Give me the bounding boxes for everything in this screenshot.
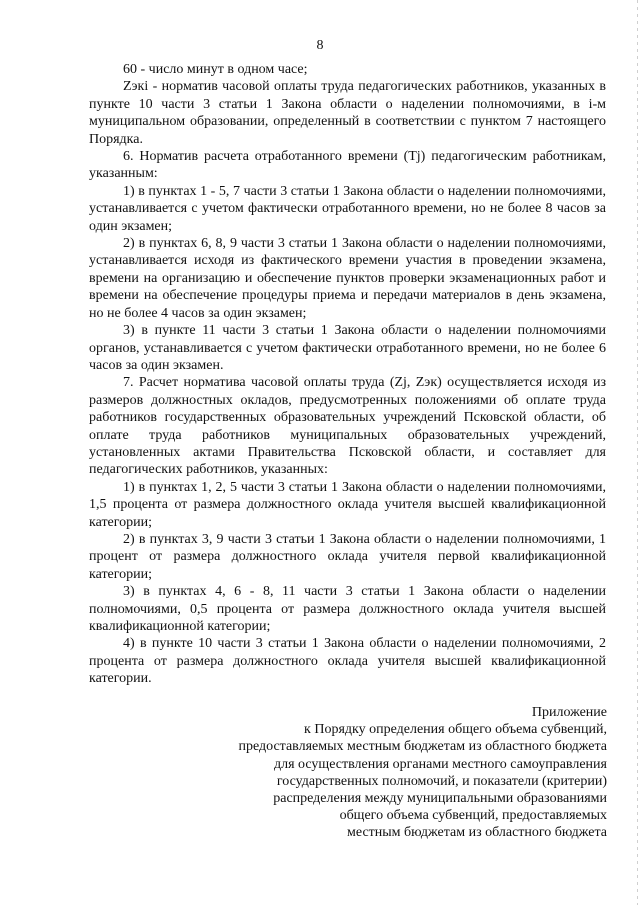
appendix-title: Приложение: [531, 705, 607, 720]
paragraph-section-7-item-2: 2) в пунктах 3, 9 части 3 статьи 1 Закона области о наделении полномочиями, 1 процент от размера должностного оклада учителя первой квалификационной категории;: [89, 531, 606, 582]
paragraph-section-7-item-3: 3) в пунктах 4, 6 - 8, 11 части 3 статьи 1 Закона области о наделении полномочиями, 0,5 процента от размера должностного оклада учителя высшей квалификационной категории;: [89, 584, 606, 634]
document-body: [89, 61, 606, 688]
paragraph-minutes-note: 60 - число минут в одном часе;: [123, 62, 308, 77]
paragraph-section-7-item-4: 4) в пункте 10 части 3 статьи 1 Закона области о наделении полномочиями, 2 процента от размера должностного оклада учителя высшей квалификационной категории.: [89, 636, 606, 687]
paragraph-section-6-item-3: 3) в пункте 11 части 3 статьи 1 Закона области о наделении полномочиями органов, устанавливается с учетом фактически отработанного времени, но не более 6 часов за один экзамен.: [89, 323, 606, 373]
scan-edge-artifact: [637, 0, 638, 905]
appendix-line: местным бюджетам из областного бюджета: [347, 825, 607, 841]
paragraph-section-7: 7. Расчет норматива часовой оплаты труда (Zj, Zэк) осуществляется исходя из размеров должностных окладов, предусмотренных положениями об оплате труда работников государственных образовательных учреждений Псковской области, об оплате труда работников муниципальных образовательных учреждений, установленных актами Правительства Псковской области, и составляет для педагогических работников, указанных:: [89, 375, 606, 478]
appendix-line: к Порядку определения общего объема субвенций,: [304, 722, 607, 738]
page-number: 8: [316, 38, 324, 53]
appendix-line: для осуществления органами местного самоуправления: [274, 756, 607, 772]
appendix-line: общего объема субвенций, предоставляемых: [339, 808, 607, 824]
appendix-lines: [187, 721, 607, 841]
paragraph-section-6: 6. Норматив расчета отработанного времени (Tj) педагогическим работникам, указанным:: [89, 149, 606, 182]
appendix-line: распределения между муниципальными образованиями: [273, 791, 607, 807]
appendix-line: предоставляемых местным бюджетам из областного бюджета: [238, 739, 607, 755]
paragraph-zeki-definition: Zэкi - норматив часовой оплаты труда педагогических работников, указанных в пункте 10 части 3 статьи 1 Закона области о наделении полномочиями, в i-м муниципальном образовании, определенный в соответствии с пунктом 7 настоящего Порядка.: [89, 79, 606, 147]
paragraph-section-6-item-2: 2) в пунктах 6, 8, 9 части 3 статьи 1 Закона области о наделении полномочиями, устанавливается исходя из фактического времени участия в проведении экзамена, времени на организацию и обеспечение пунктов проверки экзаменационных работ и времени на обеспечение процедуры приема и передачи материалов в день экзамена, но не более 4 часов за один экзамен;: [89, 236, 606, 321]
appendix-line: государственных полномочий, и показатели (критерии): [276, 773, 607, 789]
paragraph-section-7-item-1: 1) в пунктах 1, 2, 5 части 3 статьи 1 Закона области о наделении полномочиями, 1,5 процента от размера должностного оклада учителя высшей квалификационной категории;: [89, 479, 606, 530]
appendix-header: [187, 704, 607, 842]
paragraph-section-6-item-1: 1) в пунктах 1 - 5, 7 части 3 статьи 1 Закона области о наделении полномочиями, устанавливается с учетом фактически отработанного времени, но не более 8 часов за один экзамен;: [89, 183, 606, 234]
